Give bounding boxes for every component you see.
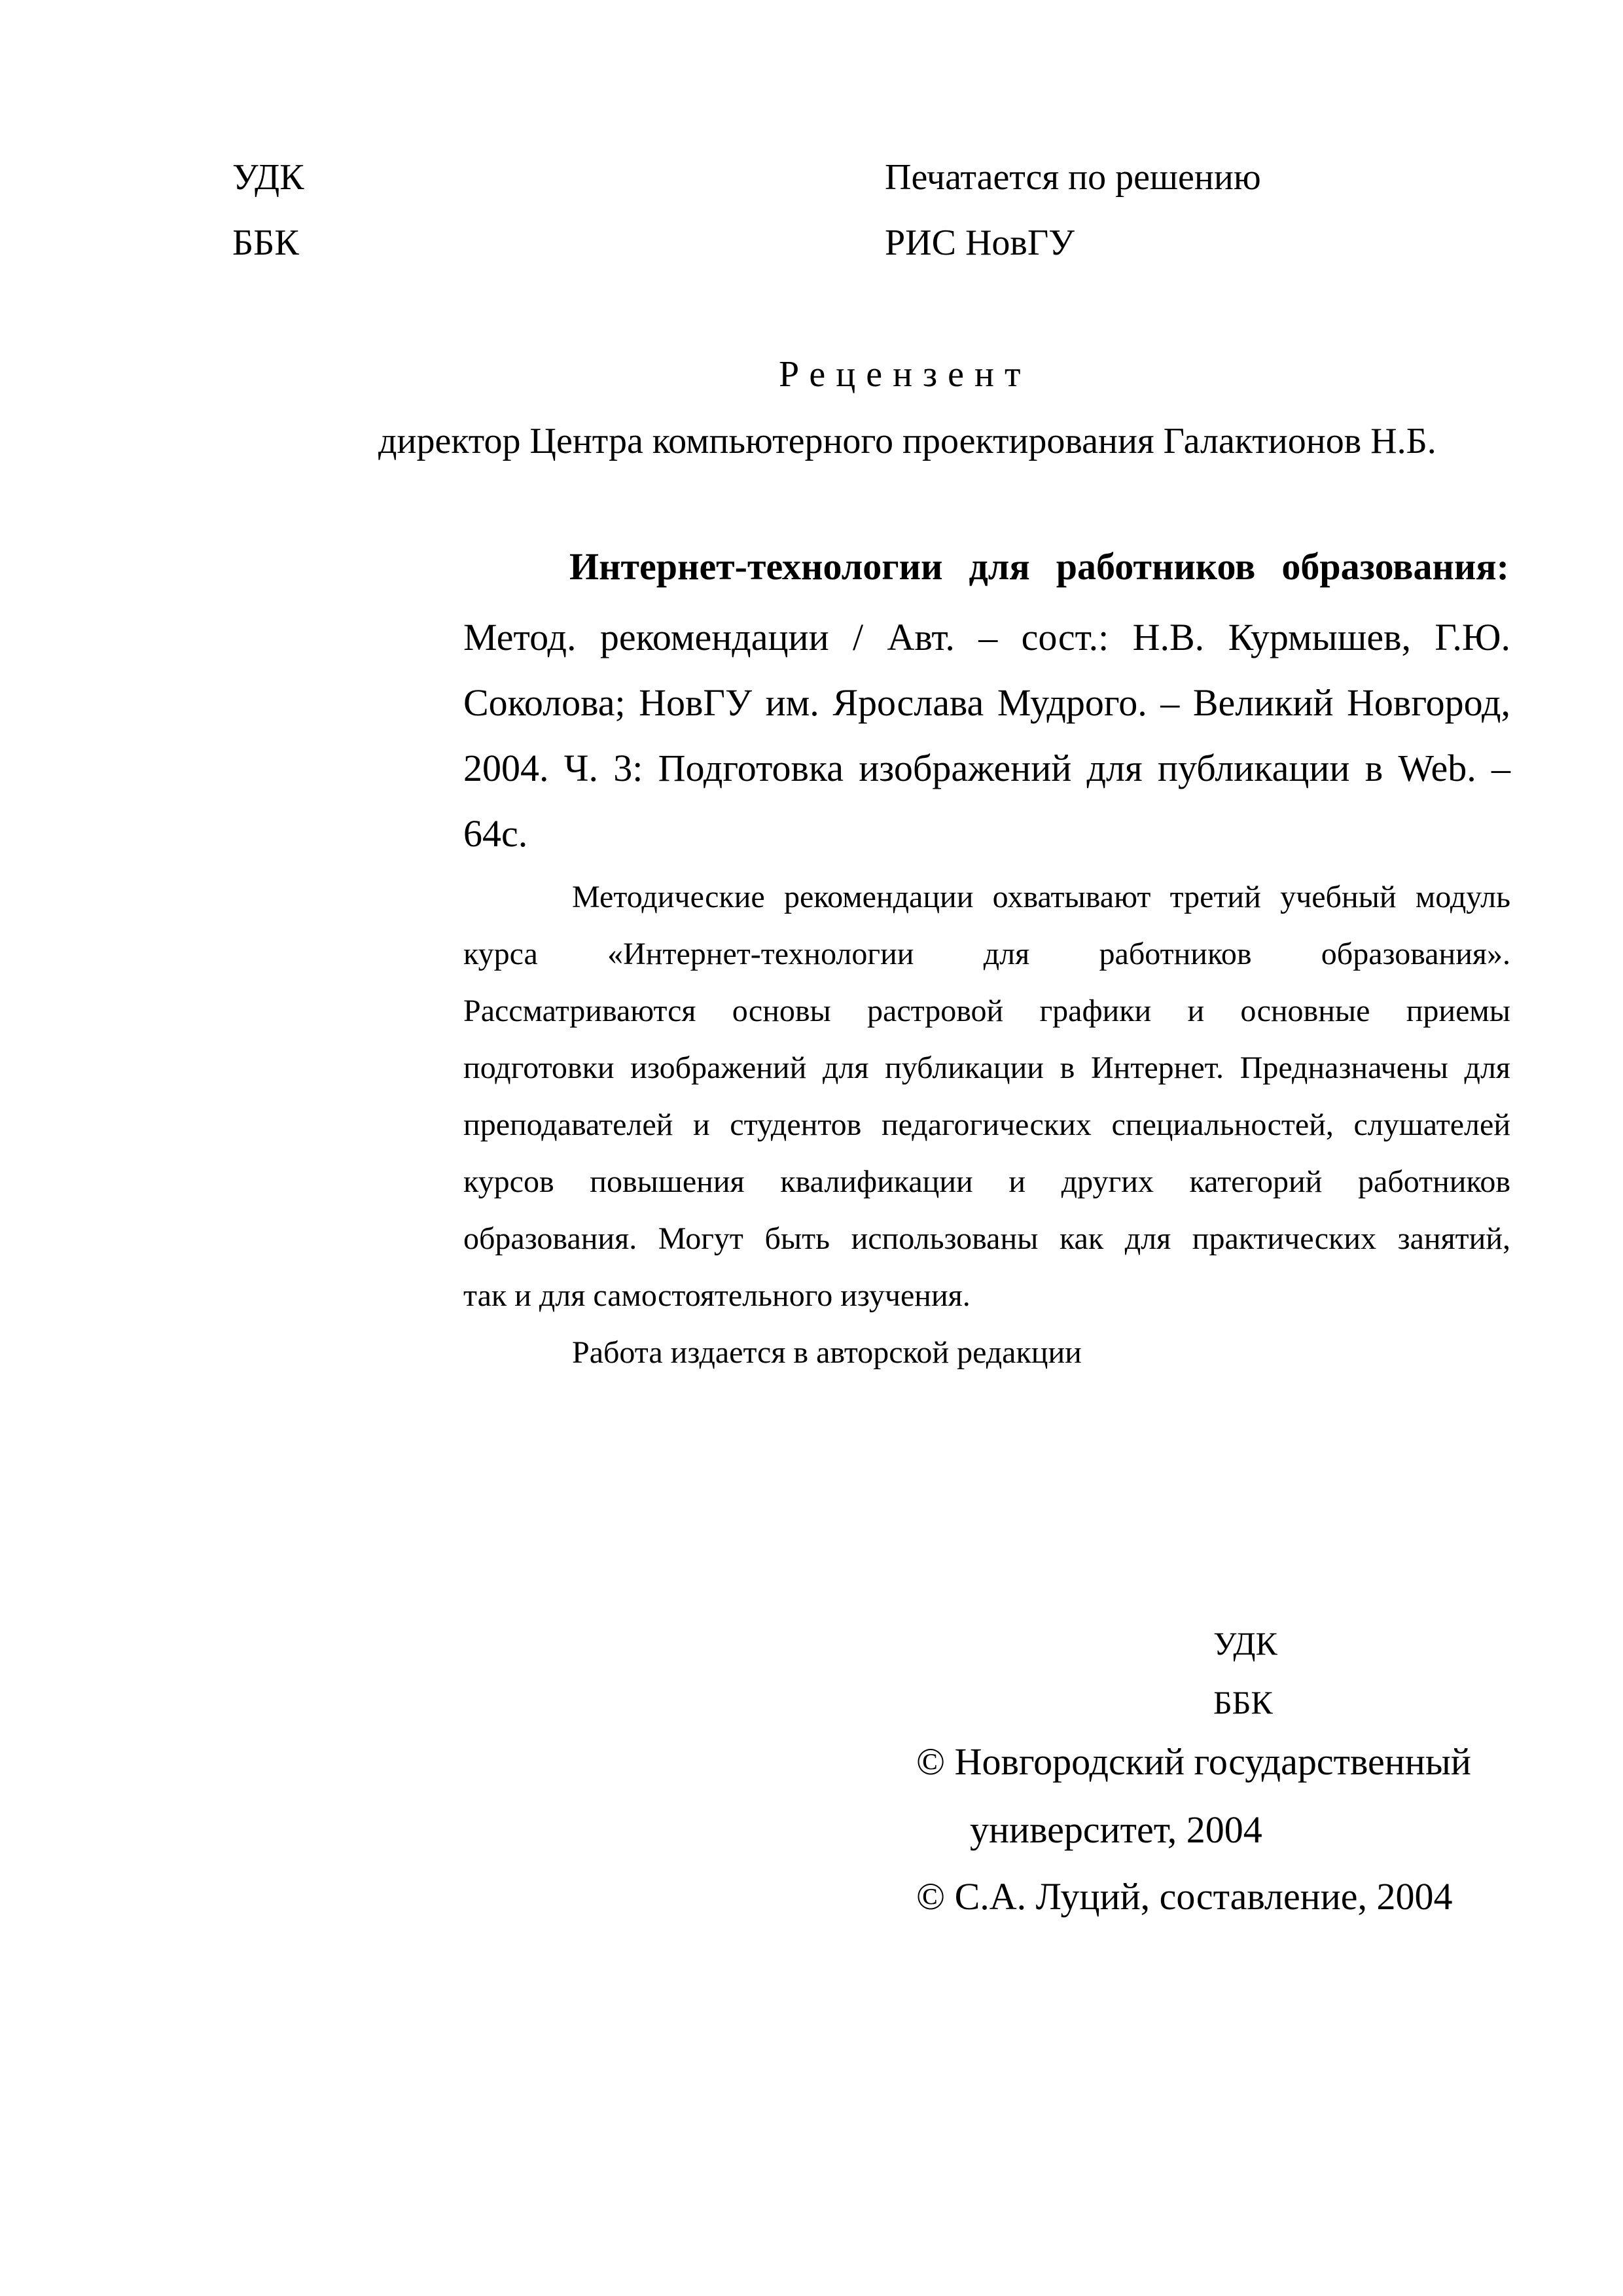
print-approval-line-1: Печатается по решению xyxy=(885,157,1261,198)
reviewer-heading: Рецензент xyxy=(779,354,1031,395)
reviewer-name: директор Центра компьютерного проектирования Галактионов Н.Б. xyxy=(378,421,1436,461)
footer-udk-label: УДК xyxy=(1213,1625,1277,1662)
abstract-line: подготовки изображений для публикации в Интернет. Предназначены для xyxy=(463,1050,1510,1085)
abstract-line: образования. Могут быть использованы как для практических занятий, xyxy=(463,1221,1510,1256)
print-approval-line-2: РИС НовГУ xyxy=(885,223,1075,263)
abstract-line: курса «Интернет-технологии для работников образования». xyxy=(463,937,1510,971)
bibliography-line: 64с. xyxy=(463,812,528,855)
abstract-line: так и для самостоятельного изучения. xyxy=(463,1278,971,1313)
bibliography-line: Соколова; НовГУ им. Ярослава Мудрого. – Великий Новгород, xyxy=(463,681,1510,724)
udk-label: УДК xyxy=(232,157,304,198)
abstract-line: преподавателей и студентов педагогических специальностей, слушателей xyxy=(463,1107,1510,1142)
abstract-line: Методические рекомендации охватывают третий учебный модуль xyxy=(572,880,1510,914)
edition-note: Работа издается в авторской редакции xyxy=(572,1335,1082,1370)
bibliography-line: Метод. рекомендации / Авт. – сост.: Н.В. Курмышев, Г.Ю. xyxy=(463,616,1510,658)
footer-bbk-label: ББК xyxy=(1213,1684,1273,1721)
bbk-label: ББК xyxy=(232,223,299,263)
abstract-line: курсов повышения квалификации и других категорий работников xyxy=(463,1164,1510,1199)
copyright-university-line-1: © Новгородский государственный xyxy=(916,1740,1471,1783)
abstract-line: Рассматриваются основы растровой графики и основные приемы xyxy=(463,994,1510,1028)
bibliography-line: 2004. Ч. 3: Подготовка изображений для публикации в Web. – xyxy=(463,747,1510,789)
copyright-compiler: © С.А. Луций, составление, 2004 xyxy=(916,1875,1453,1918)
bibliography-title: Интернет-технологии для работников образования: xyxy=(569,545,1509,588)
copyright-university-line-2: университет, 2004 xyxy=(970,1808,1262,1851)
